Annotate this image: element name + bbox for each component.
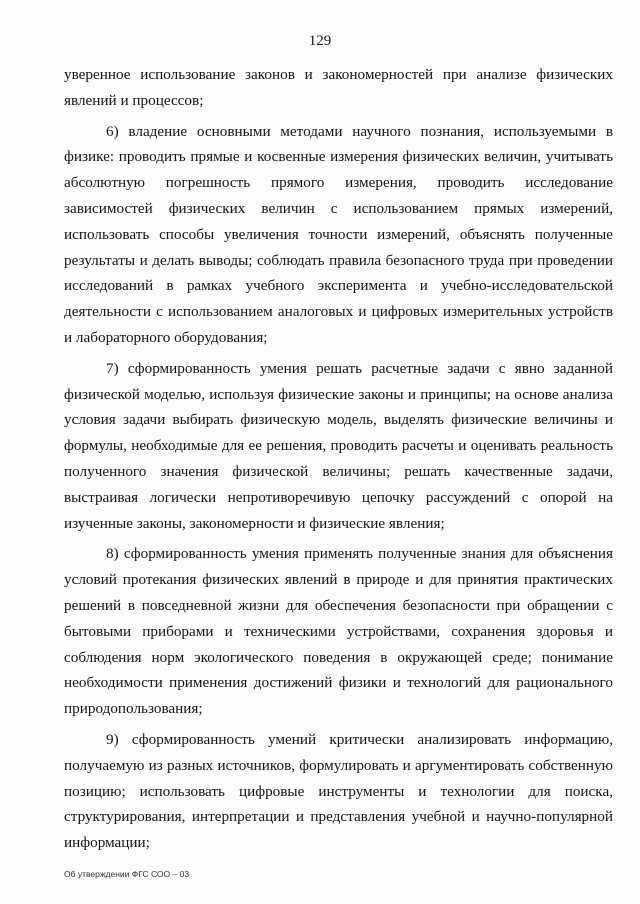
paragraph-item-6: 6) владение основными методами научного познания, используемыми в физике: проводить прямые и косвенные измерения физических величин, учитывать абсолютную погрешность прямого измерения, проводить исследование зависимостей физических величин с использованием прямых измерений, использовать способы увеличения точности измерений, объяснять полученные результаты и делать выводы; соблюдать правила безопасного труда при проведении исследований в рамках учебного эксперимента и учебно-исследовательской деятельности с использованием аналоговых и цифровых измерительных устройств и лабораторного оборудования; — [64, 122, 613, 346]
paragraph-item-8: 8) сформированность умения применять полученные знания для объяснения условий протекания физических явлений в природе и для принятия практических решений в повседневной жизни для обеспечения безопасности при обращении с бытовыми приборами и техническими устройствами, сохранения здоровья и соблюдения норм экологического поведения в окружающей среде; понимание необходимости применения достижений физики и технологий для рационального природопользования; — [64, 545, 613, 718]
page-footer: Об утверждении ФГС СОО – 03 — [64, 869, 190, 879]
paragraph-item-9: 9) сформированность умений критически анализировать информацию, получаемую из разных источников, формулировать и аргументировать собственную позицию; использовать цифровые инструменты и технологии для поиска, структурирования, интерпретации и представления учебной и научно-популярной информации; — [64, 730, 613, 852]
body-text — [64, 62, 613, 856]
paragraph-continuation: уверенное использование законов и закономерностей при анализе физических явлений и процессов; — [64, 66, 613, 109]
paragraph-item-7: 7) сформированность умения решать расчетные задачи с явно заданной физической моделью, используя физические законы и принципы; на основе анализа условия задачи выбирать физическую модель, выделять физические величины и формулы, необходимые для ее решения, проводить расчеты и оценивать реальность полученного значения физической величины; решать качественные задачи, выстраивая логически непротиворечивую цепочку рассуждений с опорой на изученные законы, закономерности и физические явления; — [64, 359, 613, 532]
page-number: 129 — [308, 33, 332, 49]
